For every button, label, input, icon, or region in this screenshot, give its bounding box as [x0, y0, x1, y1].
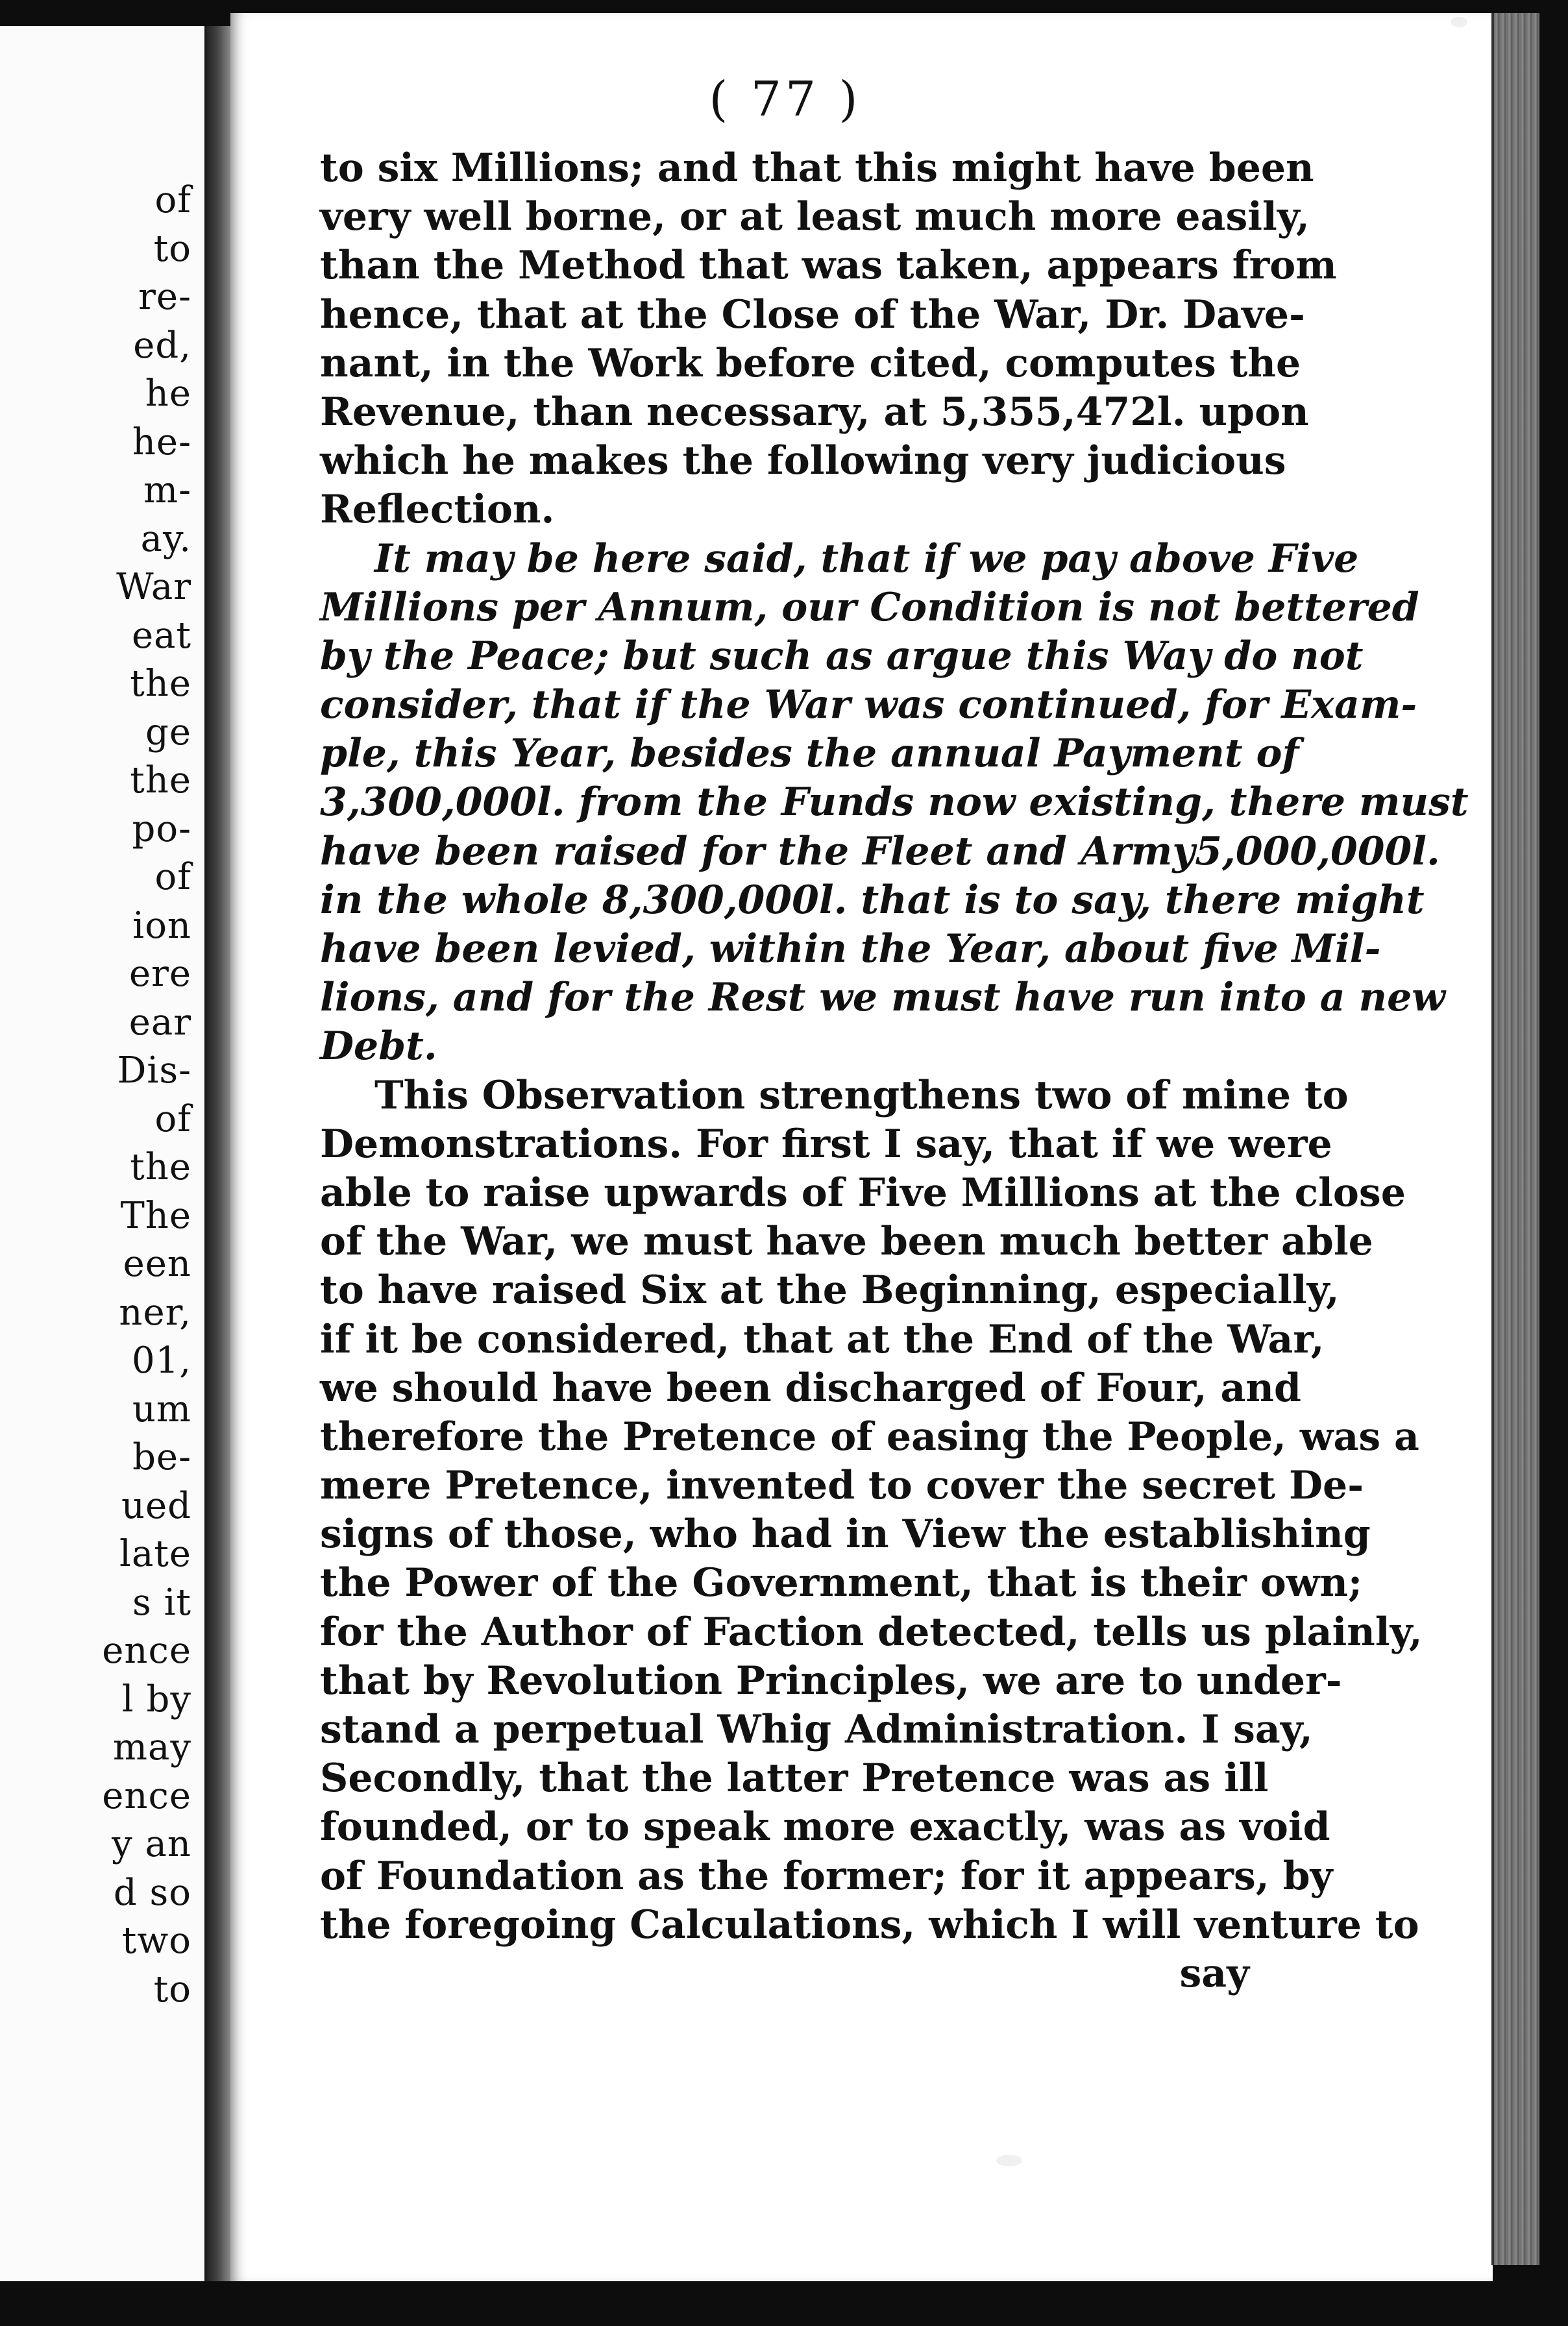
left-word: The — [120, 1194, 191, 1237]
left-word: the — [130, 1146, 191, 1188]
left-word: two — [121, 1920, 191, 1962]
text-line: of the War, we must have been much better able — [320, 1219, 1373, 1265]
left-word: l by — [121, 1678, 191, 1720]
quote-line: consider, that if the War was continued, for Exam- — [320, 682, 1417, 728]
text-line: signs of those, who had in View the establishing — [320, 1512, 1371, 1558]
book-gutter — [206, 26, 234, 2281]
text-line: founded, or to speak more exactly, was as void — [320, 1804, 1330, 1850]
left-page-fragments — [36, 177, 191, 2014]
left-word: of — [154, 1097, 191, 1140]
catchword: say — [1179, 1950, 1249, 1996]
quote-line: in the whole 8,300,000l. that is to say, there might — [320, 877, 1425, 923]
quote-line: It may be here said, that if we pay above Five — [374, 535, 1359, 582]
left-word: the — [130, 759, 191, 802]
text-line: Demonstrations. For first I say, that if we were — [320, 1121, 1332, 1167]
text-line: to have raised Six at the Beginning, especially, — [320, 1267, 1340, 1314]
left-word: of — [154, 856, 191, 898]
left-word: po- — [132, 807, 191, 850]
text-line: to six Millions; and that this might have been — [320, 145, 1314, 191]
left-word: y an — [112, 1823, 191, 1865]
text-line: nant, in the Work before cited, computes the — [320, 340, 1301, 386]
left-word: re- — [138, 276, 191, 318]
text-line: Secondly, that the latter Pretence was as ill — [320, 1756, 1269, 1802]
left-word: ear — [129, 1001, 191, 1044]
text-line: if it be considered, that at the End of the War, — [320, 1316, 1325, 1362]
left-word: ion — [132, 904, 191, 947]
quote-line: Millions per Annum, our Condition is not bettered — [320, 584, 1419, 630]
left-word: ner, — [119, 1291, 191, 1334]
left-word: be- — [132, 1436, 191, 1478]
quote-line: lions, and for the Rest we must have run into a new — [320, 975, 1445, 1021]
left-word: to — [153, 1968, 191, 2011]
text-line: for the Author of Faction detected, tells us plainly, — [320, 1609, 1423, 1655]
quote-line: 3,300,000l. from the Funds now existing, there must — [320, 779, 1469, 826]
text-line: Revenue, than necessary, at 5,355,472l. upon — [320, 389, 1309, 435]
left-word: the — [130, 663, 191, 705]
left-word: ence — [102, 1774, 191, 1817]
left-word: Dis- — [117, 1049, 191, 1092]
left-page — [0, 26, 211, 2281]
text-line: we should have been discharged of Four, and — [320, 1365, 1301, 1411]
left-word: ed, — [133, 324, 191, 367]
text-line: the Power of the Government, that is their own; — [320, 1560, 1363, 1606]
left-word: een — [123, 1243, 191, 1285]
quote-line: ple, this Year, besides the annual Payment of — [320, 731, 1299, 777]
quote-line: have been levied, within the Year, about five Mil- — [320, 926, 1381, 972]
paper-spot — [996, 2155, 1022, 2166]
left-word: War — [116, 566, 191, 608]
text-line: which he makes the following very judicious — [320, 438, 1286, 484]
text-line: than the Method that was taken, appears from — [320, 243, 1337, 289]
quote-line: have been raised for the Fleet and Army5,000,000l. — [320, 828, 1440, 874]
left-word: ay. — [140, 517, 191, 560]
text-line: hence, that at the Close of the War, Dr. Dave- — [320, 291, 1305, 337]
left-word: m- — [143, 469, 191, 511]
quote-line: Debt. — [320, 1023, 437, 1070]
left-word: s it — [132, 1581, 191, 1624]
left-word: ge — [145, 711, 191, 753]
text-line: therefore the Pretence of easing the People, was a — [320, 1414, 1419, 1460]
page-body-text — [320, 144, 1469, 1998]
text-line: Reflection. — [320, 487, 555, 533]
left-word: ence — [102, 1630, 191, 1672]
left-word: um — [132, 1388, 191, 1430]
paper-spot — [1451, 17, 1467, 27]
text-line: very well borne, or at least much more easily, — [320, 194, 1310, 240]
text-line: of Foundation as the former; for it appears, by — [320, 1853, 1333, 1899]
left-word: late — [119, 1533, 191, 1575]
left-word: 01, — [131, 1340, 191, 1382]
text-line: that by Revolution Principles, we are to under- — [320, 1658, 1342, 1704]
left-word: ued — [121, 1484, 191, 1527]
left-word: may — [112, 1726, 191, 1769]
text-line: This Observation strengthens two of mine to — [374, 1072, 1349, 1118]
left-word: to — [153, 227, 191, 270]
page-number: ( 77 ) — [709, 71, 862, 127]
text-line: mere Pretence, invented to cover the secret De- — [320, 1463, 1364, 1509]
left-word: d so — [113, 1871, 191, 1914]
quote-line: by the Peace; but such as argue this Way do not — [320, 633, 1364, 679]
text-line: the foregoing Calculations, which I will venture to — [320, 1902, 1419, 1948]
page-edge-stack — [1491, 13, 1539, 2265]
text-line: stand a perpetual Whig Administration. I say, — [320, 1707, 1313, 1752]
left-word: he- — [132, 421, 191, 463]
left-word: he — [145, 373, 191, 415]
left-word: of — [154, 179, 191, 221]
text-line: able to raise upwards of Five Millions at the close — [320, 1169, 1406, 1216]
left-word: eat — [131, 614, 191, 657]
left-word: ere — [129, 953, 191, 995]
